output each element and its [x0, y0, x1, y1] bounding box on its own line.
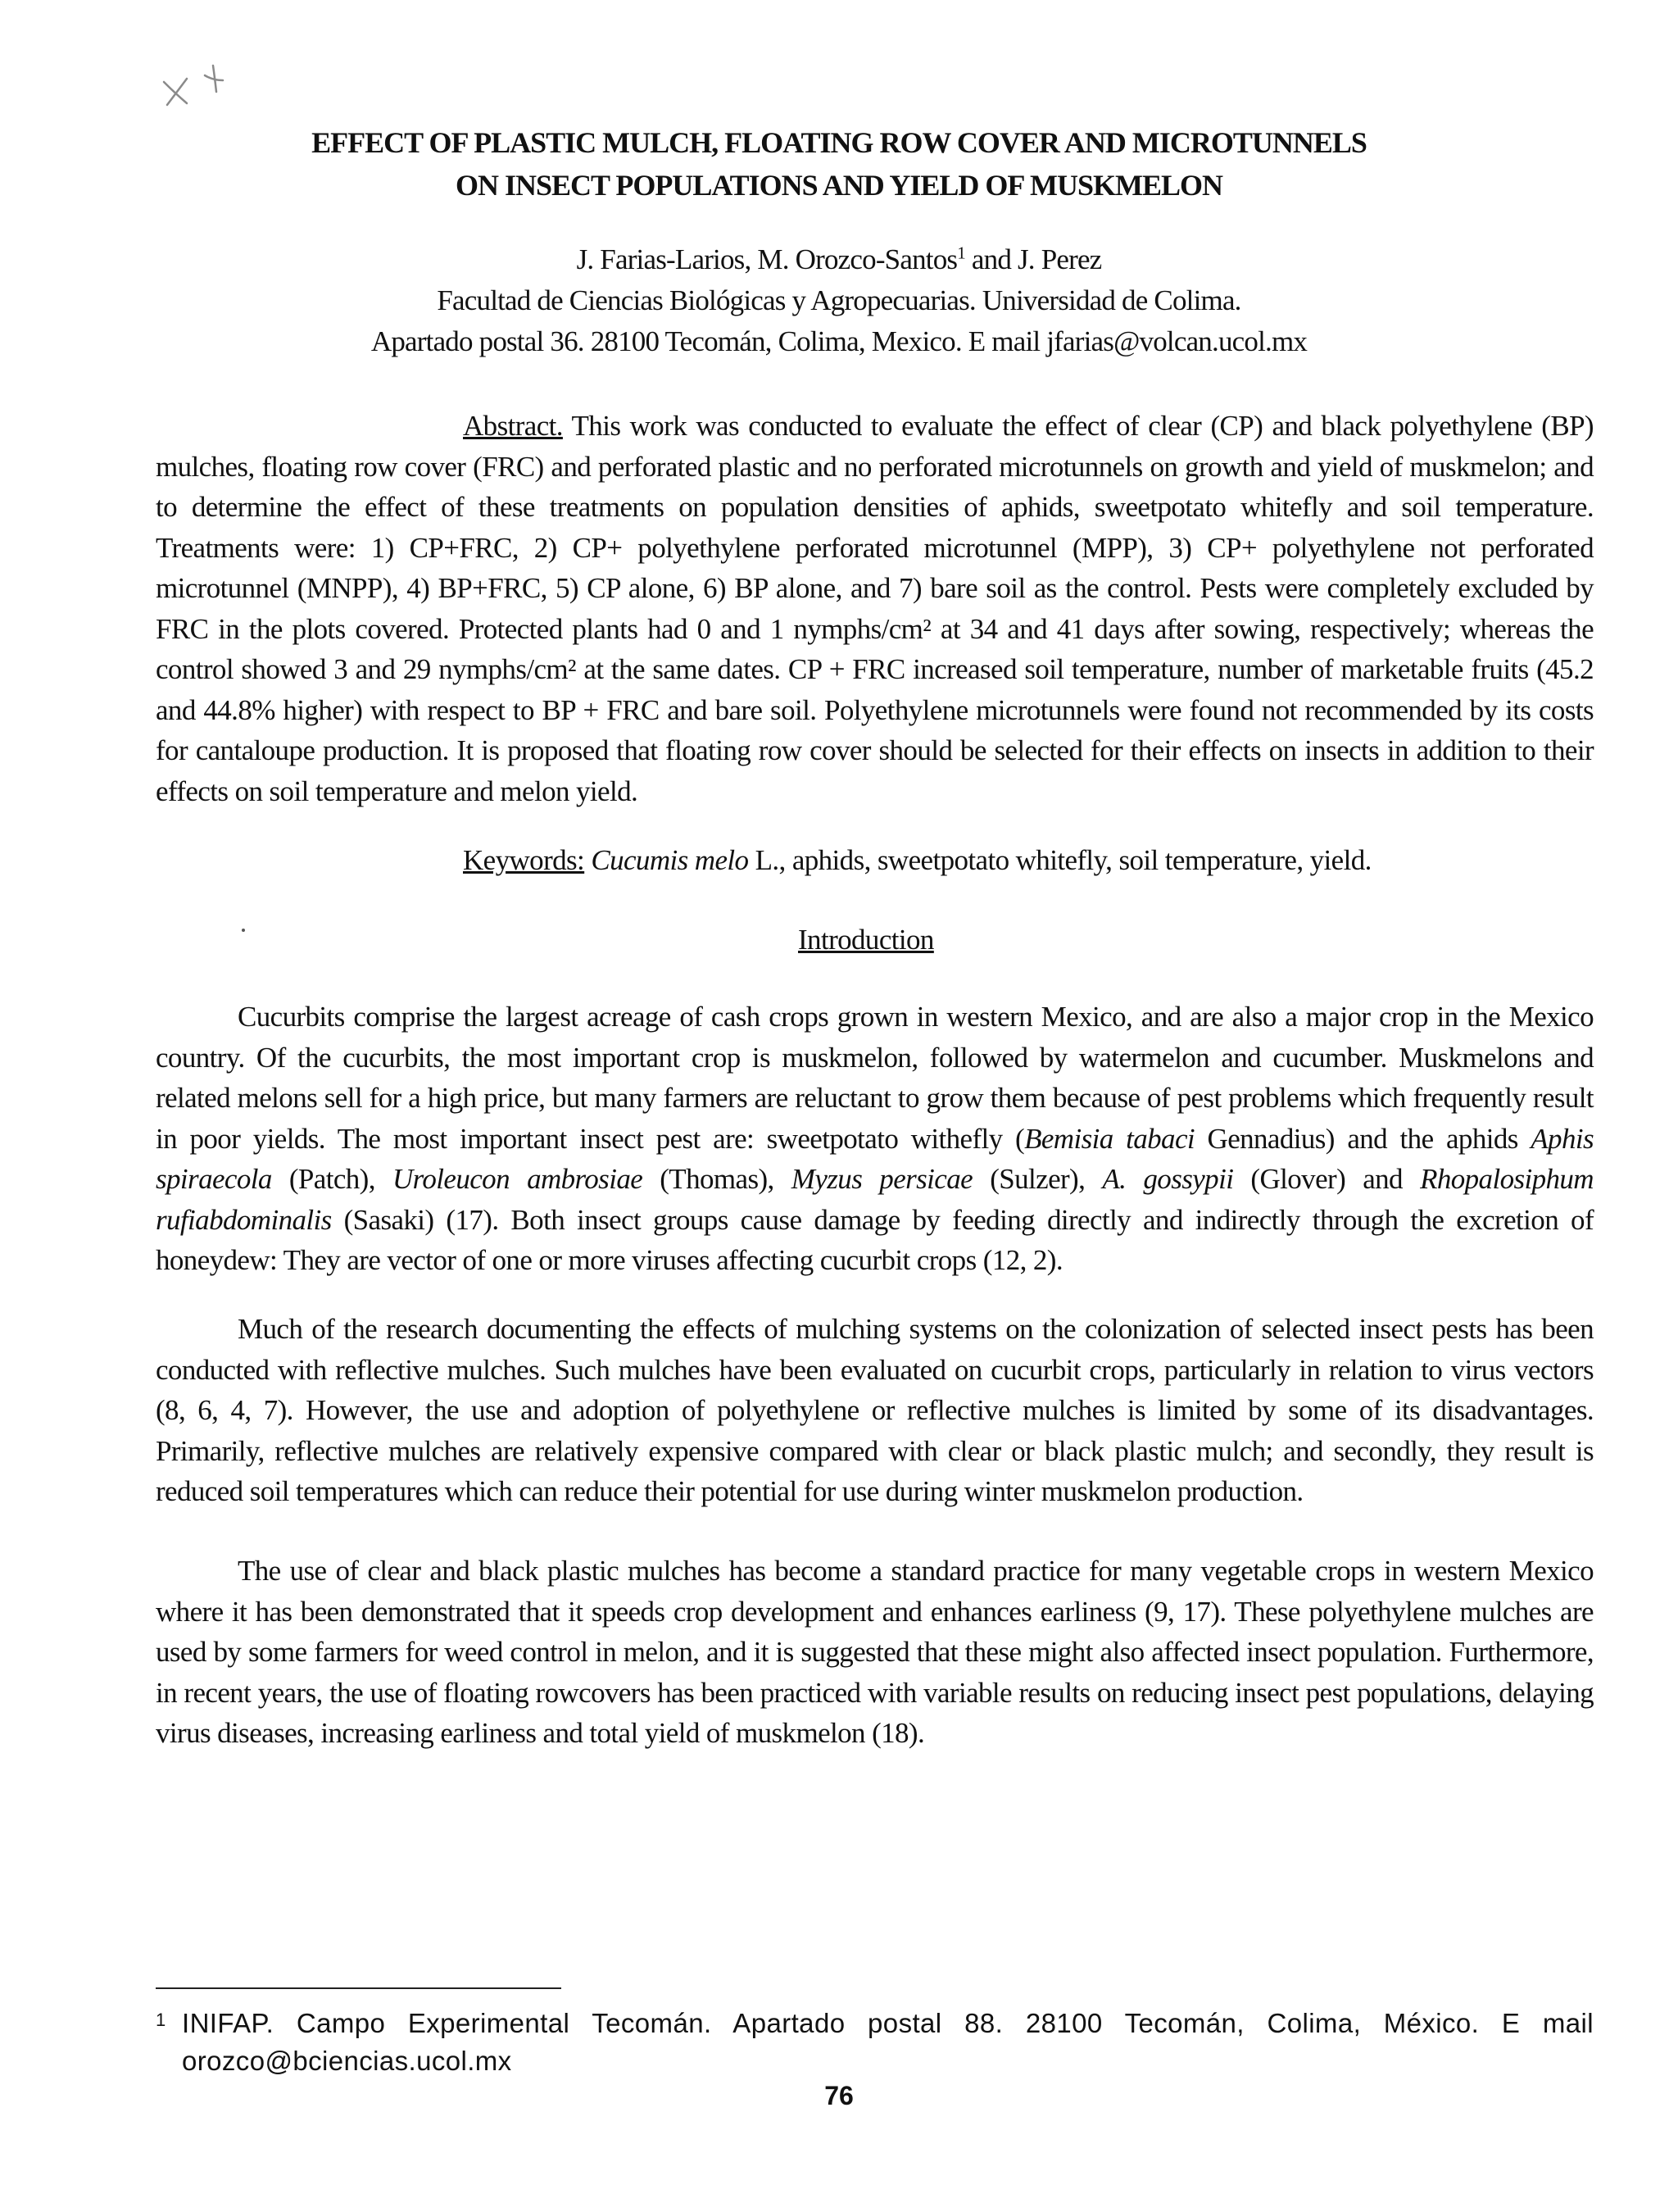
p1-text-a: Cucurbits comprise the largest acreage of cash crops grown in western Mexico, and are also a major crop in the Mexico country. Of the cucurbits, the most important crop is muskmelon, followed by watermelon and cucumber. Muskmelons and related melons sell for a high price, but many farmers are reluctant to grow them because of pest problems which frequently result in poor yields. The most important insect pest are: sweetpotato withefly ( [156, 1001, 1594, 1155]
p1-text-b: Gennadius) and the aphids [1195, 1122, 1531, 1155]
keywords-label: Keywords: [463, 844, 585, 876]
author-block [164, 239, 1514, 362]
footnote-divider [156, 1987, 561, 1989]
author-affiliation-marker: 1 [957, 243, 965, 263]
p1-species-aphis: Aphis spiraecola [156, 1122, 1594, 1195]
handwritten-x-plus-glyph [157, 51, 256, 108]
stray-dot [242, 929, 245, 932]
p1-text-d: (Thomas), [642, 1163, 791, 1195]
intro-paragraph-1 [156, 997, 1594, 1281]
p1-species-uroleucon: Uroleucon ambrosiae [392, 1163, 643, 1195]
page-number: 76 [824, 2081, 854, 2110]
p1-text-f: (Glover) and [1233, 1163, 1421, 1195]
author-names-main: J. Farias-Larios, M. Orozco-Santos [576, 243, 958, 275]
intro-paragraph-2: Much of the research documenting the effects of mulching systems on the colonization of selected insect pests has been conducted with reflective mulches. Such mulches have been evaluated on cucurbit crops, particularly in relation to virus vectors (8, 6, 4, 7). However, the use and adoption of polyethylene or reflective mulches is limited by some of its disadvantages. Primarily, reflective mulches are relatively expensive compared with clear or black plastic mulch; and secondly, they result is reduced soil temperatures which can reduce their potential for use during winter muskmelon production. [156, 1313, 1594, 1507]
abstract [156, 406, 1594, 811]
abstract-text: This work was conducted to evaluate the effect of clear (CP) and black polyethylene (BP) mulches, floating row cover (FRC) and perforated plastic and no perforated microtunnels on growth and yield of muskmelon; and to determine the effect of these treatments on population densities of aphids, sweetpotato whitefly and soil temperature. Treatments were: 1) CP+FRC, 2) CP+ polyethylene perforated microtunnel (MPP), 3) CP+ polyethylene not perforated microtunnel (MNPP), 4) BP+FRC, 5) CP alone, 6) BP alone, and 7) bare soil as the control. Pests were completely excluded by FRC in the plots covered. Protected plants had 0 and 1 nymphs/cm² at 34 and 41 days after sowing, respectively; whereas the control showed 3 and 29 nymphs/cm² at the same dates. CP + FRC increased soil temperature, number of marketable fruits (45.2 and 44.8% higher) with respect to BP + FRC and bare soil. Polyethylene microtunnels were found not recommended by its costs for cantaloupe production. It is proposed that floating row cover should be selected for their effects on insects in addition to their effects on soil temperature and melon yield. [156, 410, 1594, 807]
title-line-2: ON INSECT POPULATIONS AND YIELD OF MUSKMELON [455, 169, 1223, 202]
paper-title [164, 121, 1514, 207]
keywords-list: L., aphids, sweetpotato whitefly, soil temperature, yield. [748, 844, 1372, 876]
p1-text-c: (Patch), [271, 1163, 392, 1195]
footnote [156, 2005, 1594, 2080]
author-address: Apartado postal 36. 28100 Tecomán, Colima, Mexico. E mail jfarias@volcan.ucol.mx [370, 325, 1308, 357]
author-names-tail: and J. Perez [964, 243, 1102, 275]
author-names [164, 239, 1514, 280]
footnote-marker: 1 [156, 2010, 166, 2030]
footnote-text: INIFAP. Campo Experimental Tecomán. Apartado postal 88. 28100 Tecomán, Colima, México. E mail orozco@bciencias.ucol.mx [182, 2008, 1594, 2076]
author-affiliation: Facultad de Ciencias Biológicas y Agropecuarias. Universidad de Colima. [437, 284, 1241, 316]
p1-text-e: (Sulzer), [973, 1163, 1103, 1195]
section-heading-introduction: Introduction [798, 924, 934, 956]
p1-text-g: (Sasaki) (17). Both insect groups cause damage by feeding directly and indirectly through the excretion of honeydew: They are vector of one or more viruses affecting cucurbit crops (12, 2). [156, 1203, 1594, 1276]
keywords [463, 840, 1372, 881]
intro-paragraph-3: The use of clear and black plastic mulches has become a standard practice for many vegetable crops in western Mexico where it has been demonstrated that it speeds crop development and enhances earliness (9, 17). These polyethylene mulches are used by some farmers for weed control in melon, and it is suggested that these might also affected insect population. Furthermore, in recent years, the use of floating rowcovers has been practiced with variable results on reducing insect pest populations, delaying virus diseases, increasing earliness and total yield of muskmelon (18). [156, 1555, 1594, 1749]
keywords-species: Cucumis melo [591, 844, 749, 876]
p1-species-myzus: Myzus persicae [791, 1163, 973, 1195]
p1-species-rhopalosiphum: Rhopalosiphum rufiabdominalis [156, 1163, 1594, 1236]
handwritten-mark [157, 51, 256, 108]
p1-species-bemisia: Bemisia tabaci [1024, 1122, 1195, 1155]
p1-species-gossypii: A. gossypii [1102, 1163, 1234, 1195]
title-line-1: EFFECT OF PLASTIC MULCH, FLOATING ROW COVER AND MICROTUNNELS [311, 126, 1367, 159]
abstract-label: Abstract. [463, 410, 563, 442]
